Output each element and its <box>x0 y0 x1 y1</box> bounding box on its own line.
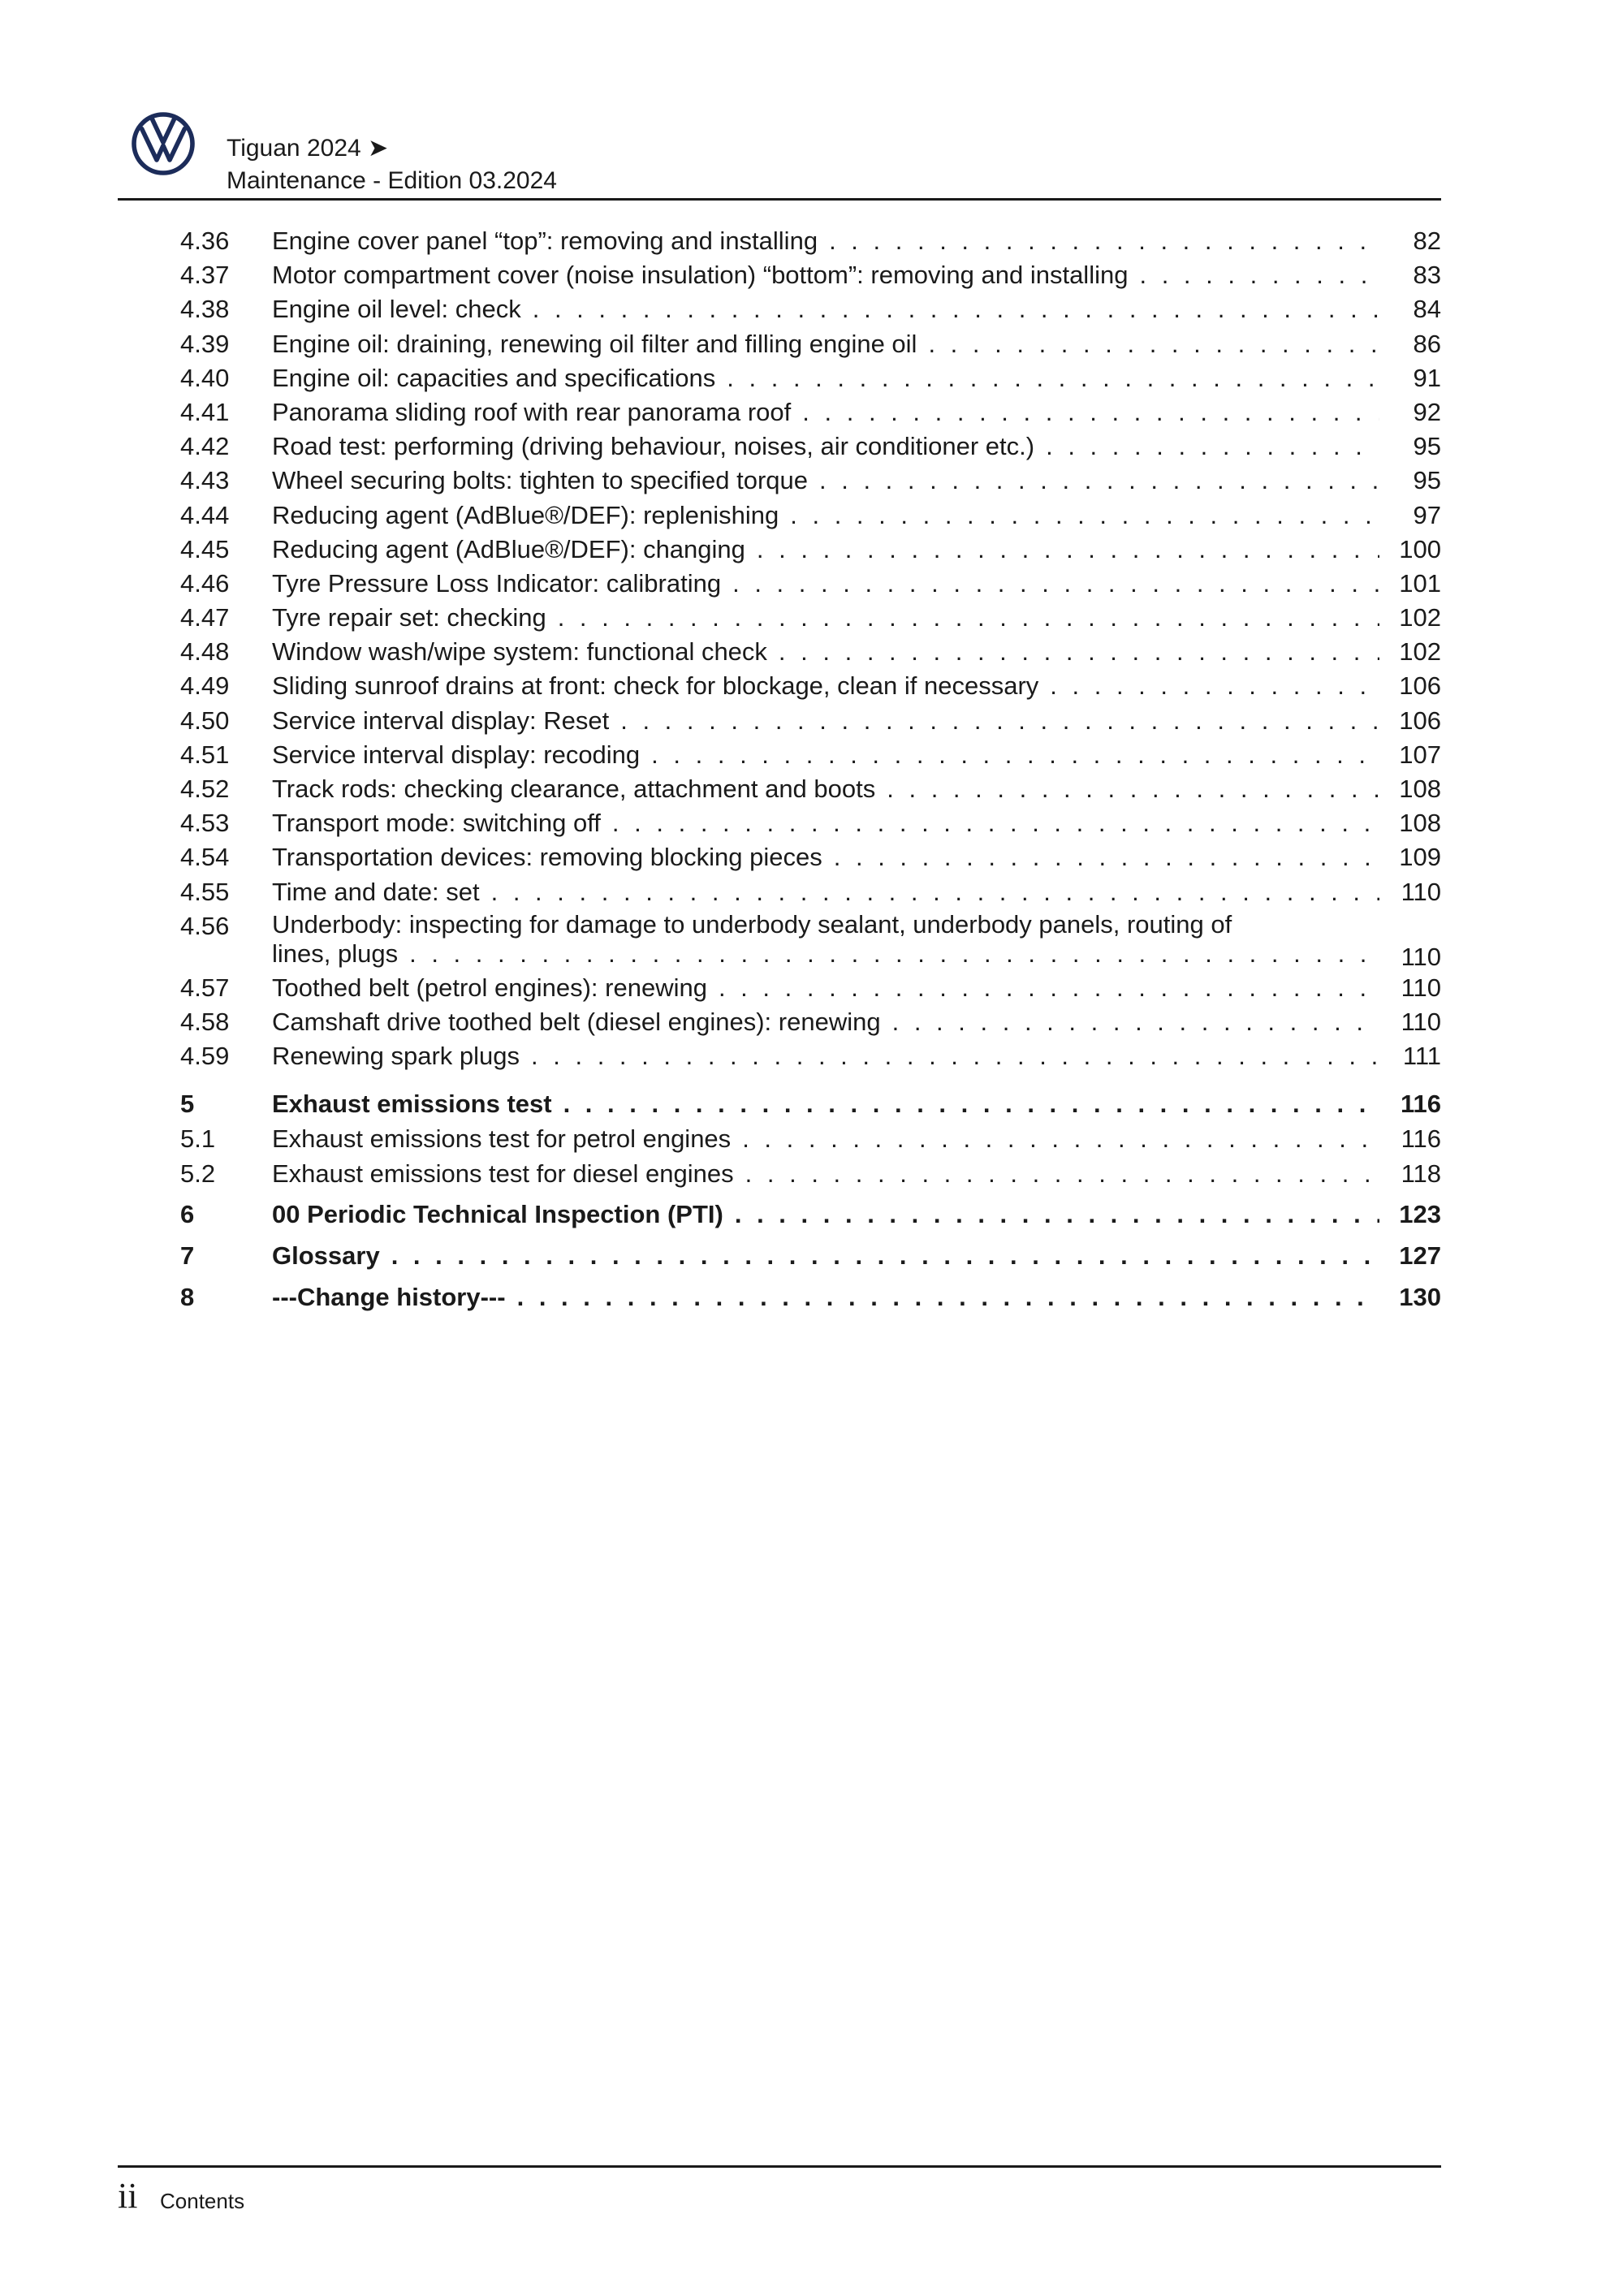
toc-entry-title-row <box>272 973 1379 1003</box>
toc-entry-number: 4.50 <box>180 706 230 735</box>
toc-entry-number: 4.45 <box>180 534 230 563</box>
toc-entry-page-number: 92 <box>1413 397 1441 426</box>
table-of-contents <box>180 226 1441 1317</box>
toc-entry-page-number: 116 <box>1400 1090 1441 1119</box>
toc-entry[interactable] <box>180 1159 1441 1193</box>
toc-entry-page-number: 106 <box>1399 706 1441 735</box>
toc-entry-title: Engine oil: draining, renewing oil filter and filling engine oil <box>272 329 917 358</box>
toc-entry-title: Exhaust emissions test for diesel engines <box>272 1159 734 1188</box>
toc-entry-title: Tyre Pressure Loss Indicator: calibrating <box>272 568 722 598</box>
toc-entry-title-row <box>272 397 1379 428</box>
toc-entry[interactable] <box>180 602 1441 637</box>
toc-entry[interactable] <box>180 808 1441 842</box>
toc-entry-number: 4.43 <box>180 466 230 495</box>
toc-entry-title: Service interval display: recoding <box>272 740 641 769</box>
toc-entry-title: Service interval display: Reset <box>272 706 610 735</box>
toc-entry[interactable] <box>180 973 1441 1007</box>
toc-entry-title-row <box>272 465 1379 496</box>
toc-entry[interactable] <box>180 1041 1441 1075</box>
toc-entry-title-row <box>272 911 1379 969</box>
toc-entry-page-number: 130 <box>1399 1282 1441 1311</box>
toc-entry-title-row <box>272 706 1379 736</box>
toc-entry-page-number: 127 <box>1399 1241 1441 1270</box>
toc-entry-number: 4.57 <box>180 973 230 1002</box>
toc-entry-title-row <box>272 1124 1379 1154</box>
toc-entry-page-number: 91 <box>1413 363 1441 392</box>
vw-logo-icon <box>131 111 196 176</box>
document-title <box>227 132 557 197</box>
toc-entry-title-row <box>272 294 1379 325</box>
toc-entry[interactable] <box>180 500 1441 534</box>
toc-entry-title-row <box>272 260 1379 291</box>
toc-entry-title: Track rods: checking clearance, attachment and boots <box>272 775 876 803</box>
toc-entry-title-row <box>272 1041 1379 1072</box>
vehicle-title: Tiguan 2024 ➤ <box>227 135 389 162</box>
toc-entry-number: 4.46 <box>180 568 230 598</box>
toc-entry-title-row <box>272 568 1379 599</box>
toc-entry-number: 4.51 <box>180 740 230 769</box>
toc-entry-title: Sliding sunroof drains at front: check for blockage, clean if necessary <box>272 671 1039 701</box>
toc-entry-number: 4.42 <box>180 432 230 461</box>
toc-entry[interactable] <box>180 877 1441 911</box>
toc-leader-dots <box>742 1124 1379 1154</box>
toc-entry-title: Wheel securing bolts: tighten to specified torque <box>272 466 808 495</box>
toc-entry-page-number: 95 <box>1413 432 1441 461</box>
toc-entry-page-number: 102 <box>1399 603 1441 632</box>
toc-entry-number: 4.41 <box>180 397 230 426</box>
toc-entry[interactable] <box>180 534 1441 568</box>
toc-entry-title-row <box>272 1089 1379 1120</box>
toc-entry-title: Toothed belt (petrol engines): renewing <box>272 973 707 1002</box>
toc-entry-page-number: 107 <box>1399 740 1441 769</box>
toc-entry[interactable] <box>180 1007 1441 1041</box>
toc-entry-title: Reducing agent (AdBlue®/DEF): replenishing <box>272 500 779 529</box>
toc-leader-dots <box>735 1199 1379 1230</box>
toc-entry-page-number: 101 <box>1399 568 1441 598</box>
toc-entry-page-number: 109 <box>1399 843 1441 872</box>
page-header <box>118 110 1441 201</box>
toc-entry-number: 6 <box>180 1199 195 1228</box>
toc-leader-dots <box>834 842 1379 873</box>
toc-entry-title-row <box>272 877 1379 908</box>
toc-leader-dots <box>558 602 1379 633</box>
toc-entry[interactable] <box>180 397 1441 431</box>
toc-entry[interactable] <box>180 740 1441 774</box>
toc-leader-dots <box>491 877 1379 908</box>
toc-entry-title: Tyre repair set: checking <box>272 603 546 632</box>
page-number: ii <box>118 2176 138 2216</box>
toc-entry-title: Transport mode: switching off <box>272 809 601 838</box>
toc-entry[interactable] <box>180 568 1441 602</box>
toc-entry-title-row <box>272 1007 1379 1038</box>
toc-entry-page-number: 97 <box>1413 500 1441 529</box>
toc-leader-dots <box>779 637 1379 667</box>
toc-entry[interactable] <box>180 465 1441 499</box>
toc-entry[interactable] <box>180 431 1441 465</box>
toc-entry[interactable] <box>180 706 1441 740</box>
toc-entry-title-continuation: lines, plugs <box>272 939 399 968</box>
toc-leader-dots <box>727 363 1379 394</box>
footer-section-label: Contents <box>160 2189 245 2213</box>
toc-entry-number: 4.54 <box>180 843 230 872</box>
toc-leader-dots <box>1050 671 1379 701</box>
toc-entry-title-row <box>272 534 1379 565</box>
toc-leader-dots <box>391 1241 1379 1271</box>
toc-entry-title: ---Change history--- <box>272 1282 506 1311</box>
toc-entry-page-number: 83 <box>1413 261 1441 290</box>
toc-entry-title: Time and date: set <box>272 877 480 906</box>
toc-entry-title: Road test: performing (driving behaviour, noises, air conditioner etc.) <box>272 432 1035 461</box>
toc-entry-title-row <box>272 1159 1379 1189</box>
toc-entry[interactable] <box>180 363 1441 397</box>
toc-leader-dots <box>732 568 1379 599</box>
toc-leader-dots <box>1046 431 1379 462</box>
toc-chapter-entry[interactable] <box>180 1234 1441 1275</box>
toc-leader-dots <box>745 1159 1379 1189</box>
toc-entry-title-row <box>272 637 1379 667</box>
toc-leader-dots <box>719 973 1379 1003</box>
toc-leader-dots <box>620 706 1379 736</box>
footer-divider <box>118 2165 1441 2168</box>
toc-entry-title: Reducing agent (AdBlue®/DEF): changing <box>272 534 745 563</box>
toc-entry-title: Exhaust emissions test for petrol engines <box>272 1124 732 1154</box>
toc-entry-number: 4.37 <box>180 261 230 290</box>
toc-entry-title: Renewing spark plugs <box>272 1042 520 1071</box>
toc-entry-page-number: 111 <box>1402 1042 1441 1071</box>
toc-entry-title: Glossary <box>272 1241 380 1270</box>
toc-entry-page-number: 106 <box>1399 671 1441 701</box>
toc-entry-title: Window wash/wipe system: functional check <box>272 637 767 667</box>
manual-edition: Maintenance - Edition 03.2024 <box>227 167 557 194</box>
toc-entry-title-row <box>272 774 1379 805</box>
toc-entry-number: 5.1 <box>180 1124 216 1154</box>
toc-entry-number: 4.39 <box>180 329 230 358</box>
toc-leader-dots <box>533 294 1379 325</box>
toc-entry-page-number: 116 <box>1401 1124 1441 1154</box>
toc-entry-title-row <box>272 1241 1379 1271</box>
toc-entry[interactable] <box>180 226 1441 260</box>
toc-entry-number: 4.40 <box>180 363 230 392</box>
toc-entry-title-row <box>272 1199 1379 1230</box>
toc-entry-page-number: 110 <box>1401 877 1441 906</box>
toc-entry-number: 4.38 <box>180 295 230 324</box>
toc-leader-dots <box>757 534 1379 565</box>
toc-leader-dots <box>887 774 1379 805</box>
toc-entry-title: Camshaft drive toothed belt (diesel engines): renewing <box>272 1007 881 1036</box>
toc-entry-number: 4.55 <box>180 877 230 906</box>
toc-entry-number: 8 <box>180 1282 195 1311</box>
toc-entry-title: Engine oil: capacities and specifications <box>272 363 716 392</box>
toc-entry-title: Exhaust emissions test <box>272 1090 552 1119</box>
toc-entry-number: 4.59 <box>180 1042 230 1071</box>
toc-entry[interactable] <box>180 911 1441 973</box>
toc-chapter-entry[interactable] <box>180 1193 1441 1234</box>
toc-entry-page-number: 108 <box>1399 809 1441 838</box>
toc-entry-title-row <box>272 500 1379 531</box>
toc-entry[interactable] <box>180 637 1441 671</box>
toc-entry-number: 7 <box>180 1241 195 1270</box>
toc-entry-page-number: 102 <box>1399 637 1441 667</box>
toc-entry-title-row <box>272 671 1379 701</box>
toc-entry-title-row <box>272 842 1379 873</box>
toc-entry-page-number: 95 <box>1413 466 1441 495</box>
toc-entry-number: 4.36 <box>180 227 230 255</box>
toc-chapter-entry[interactable] <box>180 1275 1441 1317</box>
toc-leader-dots <box>819 465 1379 496</box>
toc-leader-dots <box>531 1041 1379 1072</box>
toc-entry-page-number: 110 <box>1401 942 1441 971</box>
toc-entry-number: 4.48 <box>180 637 230 667</box>
toc-entry-number: 4.47 <box>180 603 230 632</box>
toc-entry-title-row <box>272 329 1379 360</box>
toc-entry-title-row <box>272 740 1379 770</box>
toc-entry-title: Engine oil level: check <box>272 295 521 324</box>
toc-leader-dots <box>892 1007 1379 1038</box>
toc-entry-title: Motor compartment cover (noise insulation) “bottom”: removing and installing <box>272 261 1129 290</box>
toc-entry-page-number: 123 <box>1399 1199 1441 1228</box>
toc-entry-number: 4.52 <box>180 775 230 803</box>
toc-entry-title: Engine cover panel “top”: removing and installing <box>272 227 818 255</box>
toc-entry[interactable] <box>180 329 1441 363</box>
toc-entry-number: 4.58 <box>180 1007 230 1036</box>
toc-entry-page-number: 110 <box>1401 1007 1441 1036</box>
toc-entry-page-number: 84 <box>1413 295 1441 324</box>
toc-entry-number: 4.56 <box>180 911 230 940</box>
toc-entry-title-row <box>272 602 1379 633</box>
toc-leader-dots <box>829 226 1379 257</box>
toc-entry-number: 4.49 <box>180 671 230 701</box>
header-divider <box>118 198 1441 201</box>
toc-entry-page-number: 118 <box>1401 1159 1441 1188</box>
toc-entry[interactable] <box>180 260 1441 294</box>
toc-entry-page-number: 100 <box>1399 534 1441 563</box>
toc-entry[interactable] <box>180 294 1441 328</box>
toc-leader-dots <box>651 740 1379 770</box>
toc-leader-dots <box>517 1282 1379 1313</box>
toc-leader-dots <box>1139 260 1379 291</box>
toc-entry-title: Transportation devices: removing blocking pieces <box>272 843 822 872</box>
toc-leader-dots <box>802 397 1379 428</box>
toc-leader-dots <box>563 1089 1379 1120</box>
toc-leader-dots <box>612 808 1379 839</box>
toc-chapter-entry[interactable] <box>180 1082 1441 1124</box>
toc-entry-title-row <box>272 363 1379 394</box>
toc-entry-number: 5 <box>180 1090 195 1119</box>
toc-entry-page-number: 108 <box>1399 775 1441 803</box>
toc-leader-dots <box>409 939 1379 969</box>
toc-entry[interactable] <box>180 1124 1441 1158</box>
toc-entry-number: 4.44 <box>180 500 230 529</box>
toc-entry-title-row <box>272 1282 1379 1313</box>
toc-entry-title-row <box>272 431 1379 462</box>
toc-entry-title-row <box>272 808 1379 839</box>
toc-entry[interactable] <box>180 842 1441 876</box>
toc-entry-number: 5.2 <box>180 1159 216 1188</box>
toc-entry-page-number: 110 <box>1401 973 1441 1002</box>
toc-entry-number: 4.53 <box>180 809 230 838</box>
toc-entry[interactable] <box>180 671 1441 705</box>
toc-leader-dots <box>790 500 1379 531</box>
toc-entry-title-row <box>272 226 1379 257</box>
toc-entry[interactable] <box>180 774 1441 808</box>
toc-entry-title: Panorama sliding roof with rear panorama roof <box>272 397 792 426</box>
toc-entry-page-number: 82 <box>1413 227 1441 255</box>
toc-entry-page-number: 86 <box>1413 329 1441 358</box>
toc-leader-dots <box>928 329 1379 360</box>
toc-entry-title: Underbody: inspecting for damage to underbody sealant, underbody panels, routing of <box>272 909 1232 939</box>
toc-entry-title: 00 Periodic Technical Inspection (PTI) <box>272 1199 723 1228</box>
